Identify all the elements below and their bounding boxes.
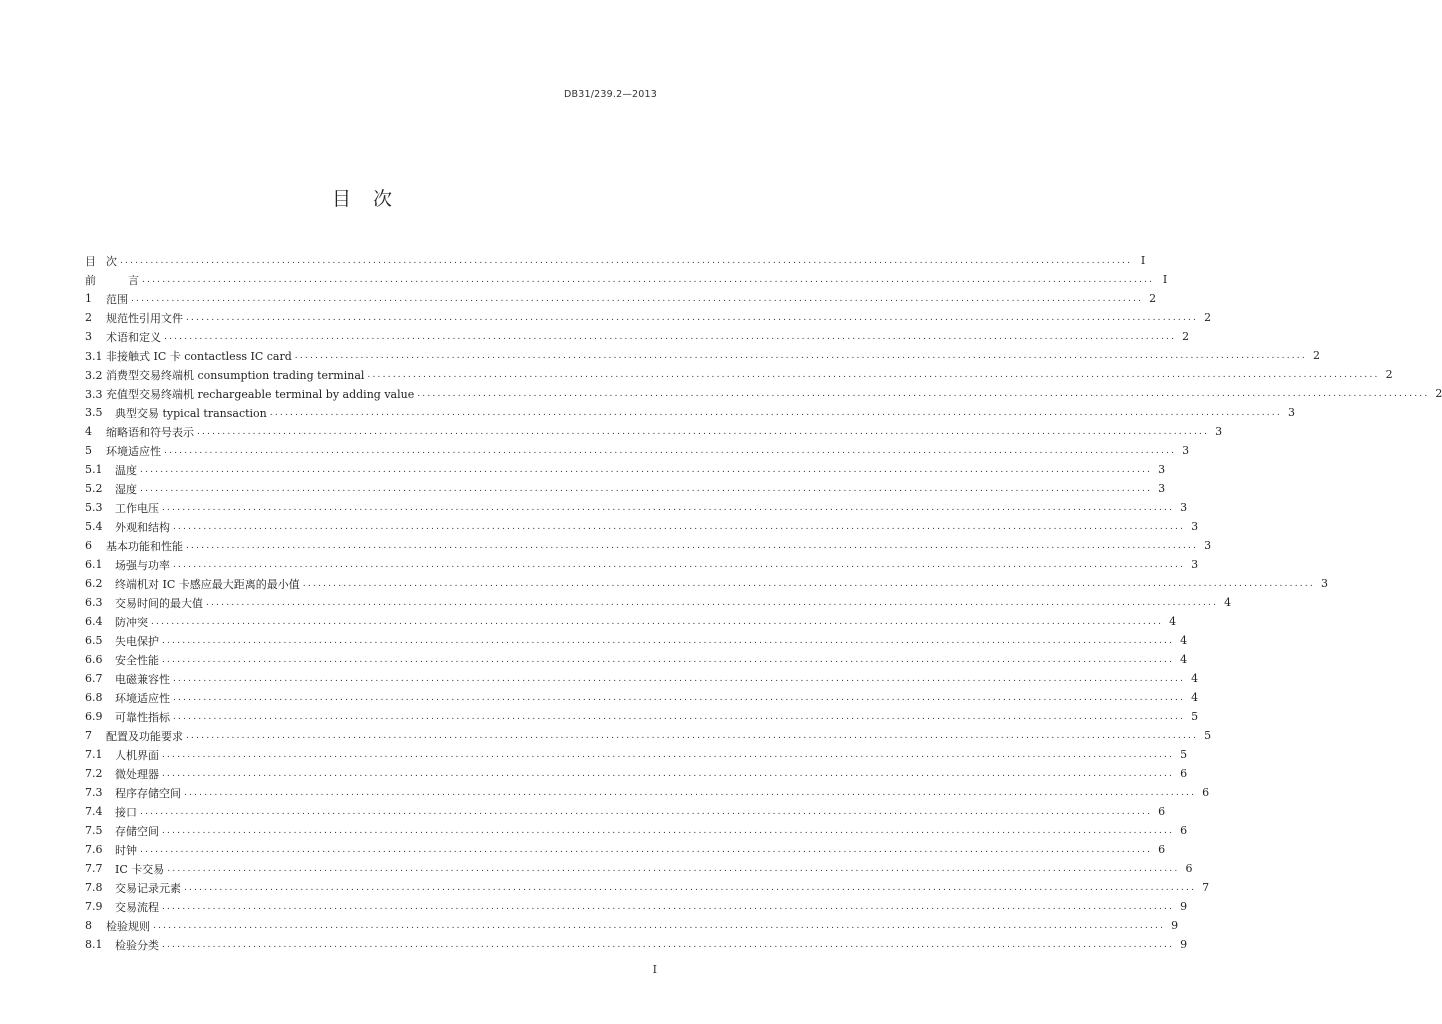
toc-entry[interactable] <box>85 612 1177 631</box>
toc-entry-number: 7.6 <box>85 843 103 856</box>
toc-entry-title: 程序存储空间 <box>115 786 181 800</box>
toc-dot-leader: ........................................................................................................................................................................................................ <box>184 882 1197 893</box>
toc-entry[interactable] <box>85 327 1190 346</box>
toc-entry-page: 6 <box>1202 786 1210 799</box>
toc-entry[interactable] <box>85 422 1223 441</box>
toc-entry-page: 4 <box>1191 691 1199 704</box>
toc-dot-leader: ........................................................................................................................................................................................................ <box>162 502 1175 513</box>
toc-entry-title: 环境适应性 <box>106 444 161 458</box>
toc-entry-number: 2 <box>85 311 92 324</box>
toc-entry-number: 7.7 <box>85 862 103 875</box>
toc-entry-page: 6 <box>1180 824 1188 837</box>
toc-entry-title: 规范性引用文件 <box>106 311 183 325</box>
toc-dot-leader: ........................................................................................................................................................................................................ <box>162 901 1175 912</box>
toc-entry[interactable] <box>85 289 1157 308</box>
toc-entry-page: 4 <box>1169 615 1177 628</box>
toc-entry[interactable] <box>85 593 1232 612</box>
toc-dot-leader: ........................................................................................................................................................................................................ <box>184 787 1197 798</box>
toc-entry-title: 失电保护 <box>115 634 159 648</box>
toc-entry[interactable] <box>85 517 1199 536</box>
toc-dot-leader: ........................................................................................................................................................................................................ <box>164 445 1177 456</box>
toc-entry-page: 3 <box>1158 482 1166 495</box>
toc-entry-number: 3 <box>85 330 92 343</box>
toc-entry-page: 3 <box>1204 539 1212 552</box>
toc-entry[interactable] <box>85 821 1188 840</box>
toc-entry[interactable] <box>85 346 1320 365</box>
toc-entry-number: 目 <box>85 254 96 268</box>
toc-entry-title: 外观和结构 <box>115 520 170 534</box>
toc-dot-leader: ........................................................................................................................................................................................................ <box>151 616 1164 627</box>
toc-entry-page: 3 <box>1182 444 1190 457</box>
toc-entry-number: 6.9 <box>85 710 103 723</box>
toc-entry-title: 环境适应性 <box>115 691 170 705</box>
toc-dot-leader: ........................................................................................................................................................................................................ <box>417 388 1430 399</box>
toc-entry-number: 4 <box>85 425 92 438</box>
toc-entry-title: 存储空间 <box>115 824 159 838</box>
toc-entry-title: 时钟 <box>115 843 137 857</box>
toc-dot-leader: ........................................................................................................................................................................................................ <box>162 825 1175 836</box>
toc-entry-page: 5 <box>1204 729 1212 742</box>
toc-dot-leader: ........................................................................................................................................................................................................ <box>302 578 1315 589</box>
toc-dot-leader: ........................................................................................................................................................................................................ <box>197 426 1210 437</box>
toc-entry-number: 6.2 <box>85 577 103 590</box>
toc-entry[interactable] <box>85 859 1193 878</box>
toc-entry-number: 7.4 <box>85 805 103 818</box>
toc-entry-page: 5 <box>1180 748 1188 761</box>
toc-dot-leader: ........................................................................................................................................................................................................ <box>173 673 1186 684</box>
toc-entry-number: 8 <box>85 919 92 932</box>
toc-entry-number: 1 <box>85 292 92 305</box>
footer-page-number: I <box>652 963 657 976</box>
toc-entry-number: 6.8 <box>85 691 103 704</box>
toc-entry-page: 2 <box>1204 311 1212 324</box>
toc-entry-title: 言 <box>106 273 139 287</box>
toc-entry-title: 缩略语和符号表示 <box>106 425 194 439</box>
toc-entry-number: 7.3 <box>85 786 103 799</box>
toc-entry-title: 防冲突 <box>115 615 148 629</box>
toc-dot-leader: ........................................................................................................................................................................................................ <box>162 635 1175 646</box>
toc-entry-title: 温度 <box>115 463 137 477</box>
toc-entry-page: 9 <box>1171 919 1179 932</box>
toc-entry-title: 配置及功能要求 <box>106 729 183 743</box>
page-title: 目次 <box>331 188 414 210</box>
toc-entry[interactable] <box>85 669 1199 688</box>
toc-dot-leader: ........................................................................................................................................................................................................ <box>173 692 1186 703</box>
toc-entry-page: 3 <box>1320 577 1328 590</box>
table-of-contents <box>85 251 1442 954</box>
toc-entry[interactable] <box>85 251 1146 270</box>
toc-dot-leader: ........................................................................................................................................................................................................ <box>162 768 1175 779</box>
toc-entry[interactable] <box>85 555 1199 574</box>
toc-dot-leader: ........................................................................................................................................................................................................ <box>173 711 1186 722</box>
toc-entry-number: 6.1 <box>85 558 103 571</box>
toc-entry-page: 3 <box>1287 406 1295 419</box>
toc-entry-title: 接口 <box>115 805 137 819</box>
toc-entry-title: 交易记录元素 <box>115 881 181 895</box>
toc-entry-page: 4 <box>1191 672 1199 685</box>
toc-dot-leader: ........................................................................................................................................................................................................ <box>140 483 1153 494</box>
toc-entry-number: 7.8 <box>85 881 103 894</box>
toc-entry[interactable] <box>85 308 1212 327</box>
toc-entry[interactable] <box>85 878 1210 897</box>
toc-entry-title: 工作电压 <box>115 501 159 515</box>
toc-dot-leader: ........................................................................................................................................................................................................ <box>131 293 1144 304</box>
toc-dot-leader: ........................................................................................................................................................................................................ <box>162 749 1175 760</box>
toc-entry-page: 6 <box>1158 805 1166 818</box>
toc-entry-title: 微处理器 <box>115 767 159 781</box>
toc-entry-title: IC 卡交易 <box>115 862 165 876</box>
toc-entry-title: 检验分类 <box>115 938 159 952</box>
toc-entry-page: 7 <box>1202 881 1210 894</box>
toc-entry-title: 3.1 非接触式 IC 卡 contactless IC card <box>85 349 292 363</box>
toc-entry[interactable] <box>85 840 1166 859</box>
toc-entry[interactable] <box>85 365 1393 384</box>
toc-entry-page: I <box>1140 254 1146 267</box>
toc-entry-title: 检验规则 <box>106 919 150 933</box>
toc-entry-page: 3 <box>1215 425 1223 438</box>
toc-entry-title: 终端机对 IC 卡感应最大距离的最小值 <box>115 577 300 591</box>
toc-dot-leader: ........................................................................................................................................................................................................ <box>120 255 1133 266</box>
toc-entry-number: 5.4 <box>85 520 103 533</box>
toc-entry-title: 范围 <box>106 292 128 306</box>
document-code: DB31/239.2—2013 <box>564 89 657 100</box>
toc-entry-page: 2 <box>1385 368 1393 381</box>
toc-entry-page: 4 <box>1180 653 1188 666</box>
toc-dot-leader: ........................................................................................................................................................................................................ <box>367 369 1380 380</box>
toc-entry-number: 5.1 <box>85 463 103 476</box>
toc-entry-title: 湿度 <box>115 482 137 496</box>
toc-entry-page: 4 <box>1180 634 1188 647</box>
toc-entry[interactable] <box>85 897 1188 916</box>
toc-entry-number: 5.3 <box>85 501 103 514</box>
toc-entry-title: 场强与功率 <box>115 558 170 572</box>
toc-dot-leader: ........................................................................................................................................................................................................ <box>140 464 1153 475</box>
toc-entry-number: 前 <box>85 273 96 287</box>
toc-entry-page: 3 <box>1158 463 1166 476</box>
toc-entry[interactable] <box>85 536 1212 555</box>
toc-entry[interactable] <box>85 270 1168 289</box>
toc-entry-page: 3 <box>1180 501 1188 514</box>
toc-entry-number: 6 <box>85 539 92 552</box>
toc-entry[interactable] <box>85 688 1199 707</box>
toc-entry[interactable] <box>85 441 1190 460</box>
toc-entry-title: 人机界面 <box>115 748 159 762</box>
toc-entry[interactable] <box>85 764 1188 783</box>
toc-entry[interactable] <box>85 802 1166 821</box>
toc-entry[interactable] <box>85 783 1210 802</box>
toc-dot-leader: ........................................................................................................................................................................................................ <box>173 521 1186 532</box>
toc-entry-number: 5 <box>85 444 92 457</box>
toc-entry-title: 交易时间的最大值 <box>115 596 203 610</box>
toc-entry[interactable] <box>85 479 1166 498</box>
toc-entry[interactable] <box>85 916 1179 935</box>
toc-entry[interactable] <box>85 460 1166 479</box>
toc-dot-leader: ........................................................................................................................................................................................................ <box>269 407 1282 418</box>
toc-dot-leader: ........................................................................................................................................................................................................ <box>206 597 1219 608</box>
toc-dot-leader: ........................................................................................................................................................................................................ <box>167 863 1180 874</box>
toc-entry-number: 7.9 <box>85 900 103 913</box>
toc-entry-number: 5.2 <box>85 482 103 495</box>
toc-entry-page: 9 <box>1180 938 1188 951</box>
toc-entry-title: 基本功能和性能 <box>106 539 183 553</box>
toc-entry-number: 6.4 <box>85 615 103 628</box>
toc-entry-title: 典型交易 typical transaction <box>115 406 267 420</box>
toc-dot-leader: ........................................................................................................................................................................................................ <box>186 730 1199 741</box>
toc-entry-title: 3.2 消费型交易终端机 consumption trading terminal <box>85 368 365 382</box>
toc-entry[interactable] <box>85 574 1328 593</box>
toc-dot-leader: ........................................................................................................................................................................................................ <box>142 274 1155 285</box>
toc-dot-leader: ........................................................................................................................................................................................................ <box>186 540 1199 551</box>
toc-entry[interactable] <box>85 726 1212 745</box>
toc-entry-page: I <box>1162 273 1168 286</box>
toc-entry[interactable] <box>85 707 1199 726</box>
toc-entry-number: 6.5 <box>85 634 103 647</box>
toc-entry-page: 5 <box>1191 710 1199 723</box>
toc-entry-title: 3.3 充值型交易终端机 rechargeable terminal by adding value <box>85 387 415 401</box>
toc-dot-leader: ........................................................................................................................................................................................................ <box>162 939 1175 950</box>
toc-entry-number: 6.6 <box>85 653 103 666</box>
toc-entry-page: 6 <box>1158 843 1166 856</box>
toc-entry-title: 可靠性指标 <box>115 710 170 724</box>
toc-entry-page: 6 <box>1185 862 1193 875</box>
toc-dot-leader: ........................................................................................................................................................................................................ <box>153 920 1166 931</box>
toc-entry-page: 4 <box>1224 596 1232 609</box>
toc-entry-number: 6.3 <box>85 596 103 609</box>
toc-entry-title: 电磁兼容性 <box>115 672 170 686</box>
toc-entry[interactable] <box>85 650 1188 669</box>
toc-entry-title: 交易流程 <box>115 900 159 914</box>
toc-entry-page: 2 <box>1312 349 1320 362</box>
toc-dot-leader: ........................................................................................................................................................................................................ <box>164 331 1177 342</box>
toc-dot-leader: ........................................................................................................................................................................................................ <box>173 559 1186 570</box>
toc-entry-number: 7.5 <box>85 824 103 837</box>
toc-entry-page: 3 <box>1191 558 1199 571</box>
toc-entry-number: 3.5 <box>85 406 103 419</box>
toc-entry-page: 2 <box>1435 387 1442 400</box>
toc-entry[interactable] <box>85 384 1442 403</box>
toc-entry[interactable] <box>85 498 1188 517</box>
toc-dot-leader: ........................................................................................................................................................................................................ <box>294 350 1307 361</box>
toc-entry-title: 安全性能 <box>115 653 159 667</box>
toc-entry-number: 7 <box>85 729 92 742</box>
toc-dot-leader: ........................................................................................................................................................................................................ <box>140 844 1153 855</box>
toc-entry-page: 3 <box>1191 520 1199 533</box>
toc-entry-number: 7.1 <box>85 748 103 761</box>
toc-entry-page: 2 <box>1149 292 1157 305</box>
toc-dot-leader: ........................................................................................................................................................................................................ <box>186 312 1199 323</box>
toc-dot-leader: ........................................................................................................................................................................................................ <box>140 806 1153 817</box>
toc-entry-number: 7.2 <box>85 767 103 780</box>
toc-entry-number: 8.1 <box>85 938 103 951</box>
toc-entry[interactable] <box>85 631 1188 650</box>
toc-entry-title: 术语和定义 <box>106 330 161 344</box>
toc-entry[interactable] <box>85 403 1295 422</box>
toc-dot-leader: ........................................................................................................................................................................................................ <box>162 654 1175 665</box>
toc-entry[interactable] <box>85 935 1188 954</box>
toc-entry-page: 6 <box>1180 767 1188 780</box>
toc-entry-page: 2 <box>1182 330 1190 343</box>
toc-entry-page: 9 <box>1180 900 1188 913</box>
toc-entry-title: 次 <box>106 254 117 268</box>
toc-entry-number: 6.7 <box>85 672 103 685</box>
toc-entry[interactable] <box>85 745 1188 764</box>
